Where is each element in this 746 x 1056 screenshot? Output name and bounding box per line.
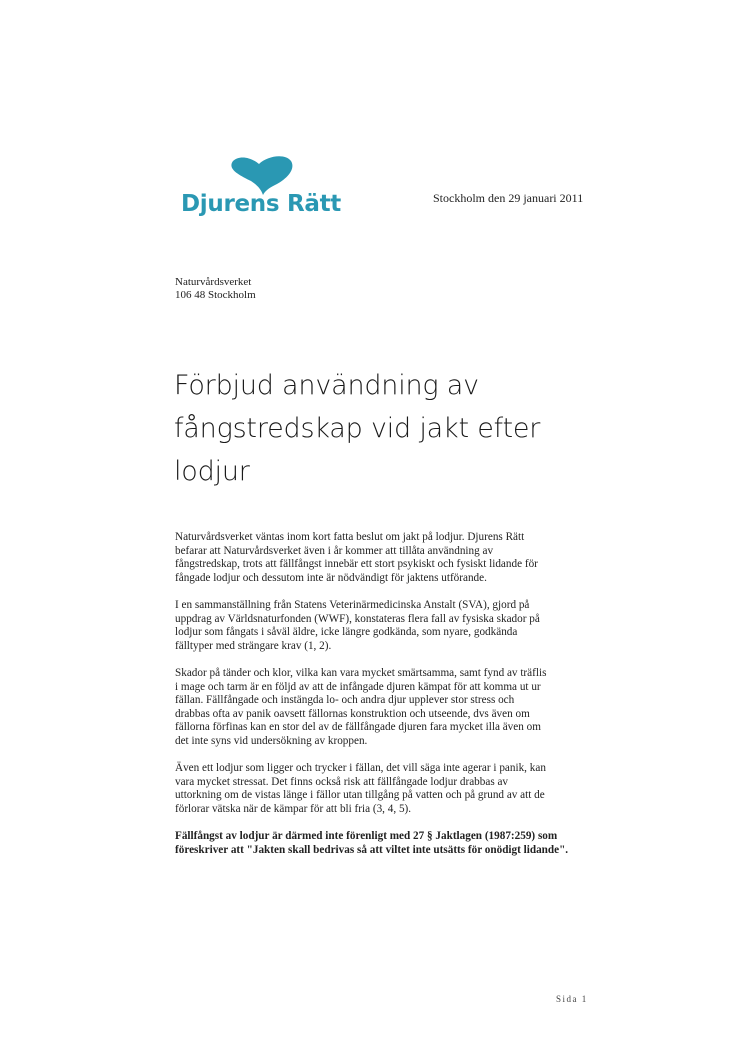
paragraph xyxy=(175,531,595,585)
text-line: I en sammanställning från Statens Veterinärmedicinska Anstalt (SVA), gjord på xyxy=(175,599,530,611)
paragraph xyxy=(175,599,595,653)
text-line: lodjur som fångats i såväl äldre, icke längre godkända, som nyare, godkända xyxy=(175,626,518,638)
text-line: vara mycket stressat. Det finns också risk att fällfångade lodjur drabbas av xyxy=(175,775,509,788)
title-line: fångstredskap vid jakt efter xyxy=(174,413,541,444)
text-line: i mage och tarm är en följd av att de infångade djuren kämpat för att komma ut ur xyxy=(175,680,541,693)
text-line: fällan. Fällfångade och instängda lo- och andra djur upplever stor stress och xyxy=(175,694,515,706)
text-line: föreskriver att "Jakten skall bedrivas så att viltet inte utsätts för onödigt lidande". xyxy=(175,843,569,856)
conclusion-paragraph xyxy=(175,830,595,857)
document-body xyxy=(175,531,595,871)
text-line: fällorna förfinas kan en stor del av de fällfångade djuren fara mycket illa även om xyxy=(175,721,541,733)
recipient-name: Naturvårdsverket xyxy=(175,276,252,288)
page-number: Sida 1 xyxy=(556,994,588,1004)
logo xyxy=(181,155,381,225)
date-line: Stockholm den 29 januari 2011 xyxy=(433,191,584,205)
text-line: Fällfångst av lodjur är därmed inte förenligt med 27 § Jaktlagen (1987:259) som xyxy=(175,830,558,842)
logo-text: Djurens Rätt xyxy=(181,191,341,217)
title-line: Förbjud användning av xyxy=(174,370,479,401)
text-line: fälltyper med strängare krav (1, 2). xyxy=(175,639,332,652)
paragraph xyxy=(175,762,595,816)
heart-speech-bubble-icon xyxy=(229,155,295,195)
text-line: Skador på tänder och klor, vilka kan vara mycket smärtsamma, samt fynd av träflis xyxy=(175,667,547,679)
text-line: uttorkning om de vistas länge i fällor utan tillgång på vatten och på grund av att de xyxy=(175,789,545,801)
document-title xyxy=(174,364,614,493)
text-line: Även ett lodjur som ligger och trycker i fällan, det vill säga inte agerar i panik, kan xyxy=(175,762,546,774)
recipient-address xyxy=(175,276,256,302)
text-line: drabbas ofta av panik oavsett fällornas konstruktion och utseende, dvs även om xyxy=(175,707,530,720)
text-line: förlorar vätska när de kämpar för att bli fria (3, 4, 5). xyxy=(175,802,412,815)
text-line: fångade lodjur och dessutom inte är nödvändigt för jaktens utförande. xyxy=(175,571,487,584)
text-line: det inte syns vid undersökning av kroppen. xyxy=(175,734,368,747)
recipient-postal: 106 48 Stockholm xyxy=(175,289,256,301)
paragraph xyxy=(175,667,595,748)
text-line: uppdrag av Världsnaturfonden (WWF), konstateras flera fall av fysiska skador på xyxy=(175,612,540,625)
text-line: befarar att Naturvårdsverket även i år kommer att tillåta användning av xyxy=(175,544,494,557)
text-line: Naturvårdsverket väntas inom kort fatta beslut om jakt på lodjur. Djurens Rätt xyxy=(175,531,525,543)
text-line: fångstredskap, trots att fällfångst innebär ett stort psykiskt och fysiskt lidande för xyxy=(175,558,538,570)
title-line: lodjur xyxy=(174,456,250,487)
